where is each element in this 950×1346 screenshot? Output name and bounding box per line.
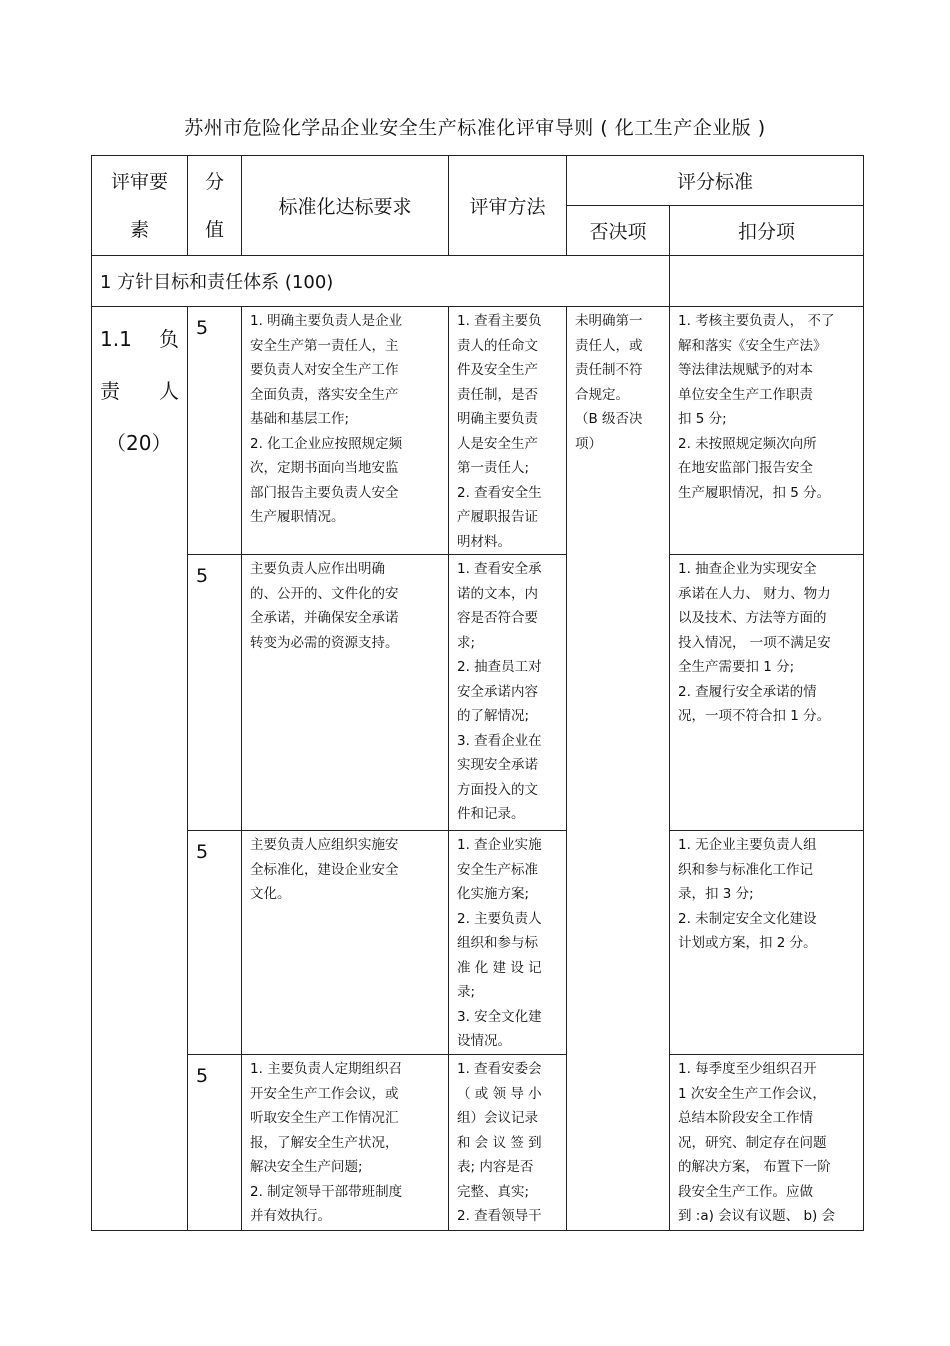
row-deduct: 1. 考核主要负责人， 不了 解和落实《安全生产法》 等法律法规赋予的对本 单位安全生产工作职责 扣 5 分; 2. 未按照规定频次向所 在地安监部门报告安全 生产履职情况，扣 5 分。 xyxy=(670,307,864,555)
row-method: 1. 查企业实施 安全生产标准 化实施方案; 2. 主要负责人 组织和参与标 准 化 建 设 记 录; 3. 安全文化建 设情况。 xyxy=(449,831,567,1055)
row-method: 1. 查看安全承 诺的文本，内 容是否符合要 求; 2. 抽查员工对 安全承诺内容 的了解情况; 3. 查看企业在 实现安全承诺 方面投入的文 件和记录。 xyxy=(449,555,567,831)
header-method: 评审方法 xyxy=(449,156,567,256)
row-deduct: 1. 抽查企业为实现安全 承诺在人力、 财力、物力 以及技术、方法等方面的 投入情况， 一项不满足安 全生产需要扣 1 分; 2. 查履行安全承诺的情 况，一项不符合扣 1 分。 xyxy=(670,555,864,831)
row-deduct: 1. 无企业主要负责人组 织和参与标准化工作记 录，扣 3 分; 2. 未制定安全文化建设 计划或方案，扣 2 分。 xyxy=(670,831,864,1055)
header-criteria: 评分标准 xyxy=(567,156,864,206)
section-title: 1 方针目标和责任体系 (100) xyxy=(92,256,670,307)
element-char-3: 人 xyxy=(159,379,179,403)
header-score xyxy=(188,156,242,256)
header-requirement: 标准化达标要求 xyxy=(242,156,449,256)
element-score: （20） xyxy=(106,431,172,455)
header-score-line1: 分 xyxy=(204,170,224,193)
header-veto: 否决项 xyxy=(567,206,670,256)
header-element-line1: 评审要 xyxy=(110,170,168,193)
row-method: 1. 查看安委会 （ 或 领 导 小 组）会议记录 和 会 议 签 到 表; 内容是否 完整、真实; 2. 查看领导干 xyxy=(449,1055,567,1231)
row-requirement: 1. 主要负责人定期组织召 开安全生产工作会议，或 听取安全生产工作情况汇 报，了解安全生产状况， 解决安全生产问题; 2. 制定领导干部带班制度 并有效执行。 xyxy=(242,1055,449,1231)
page-title: 苏州市危险化学品企业安全生产标准化评审导则 ( 化工生产企业版 ) xyxy=(184,117,766,139)
row-deduct: 1. 每季度至少组织召开 1 次安全生产工作会议， 总结本阶段安全工作情 况，研究、制定存在问题 的解决方案， 布置下一阶 段安全生产工作。应做 到 :a) 会议有议题、 b) 会 xyxy=(670,1055,864,1231)
element-char-1: 负 xyxy=(159,327,179,351)
section-blank-cell xyxy=(670,256,864,307)
element-char-2: 责 xyxy=(100,379,120,403)
row-requirement: 1. 明确主要负责人是企业 安全生产第一责任人，主 要负责人对安全生产工作 全面负责，落实安全生产 基础和基层工作; 2. 化工企业应按照规定频 次，定期书面向当地安监 部门报告主要负责人安全 生产履职情况。 xyxy=(242,307,449,555)
header-deduct: 扣分项 xyxy=(670,206,864,256)
header-element-line2: 素 xyxy=(129,218,149,241)
row-method: 1. 查看主要负 责人的任命文 件及安全生产 责任制，是否 明确主要负责 人是安全生产 第一责任人; 2. 查看安全生 产履职报告证 明材料。 xyxy=(449,307,567,555)
element-number: 1.1 xyxy=(100,327,132,351)
element-cell xyxy=(92,307,188,1231)
row-requirement: 主要负责人应作出明确 的、公开的、文件化的安 全承诺，并确保安全承诺 转变为必需的资源支持。 xyxy=(242,555,449,831)
row-requirement: 主要负责人应组织实施安 全标准化，建设企业安全 文化。 xyxy=(242,831,449,1055)
header-score-line2: 值 xyxy=(204,218,224,241)
evaluation-table xyxy=(91,155,864,1231)
header-element xyxy=(92,156,188,256)
row-score: 5 xyxy=(188,1055,242,1231)
veto-cell: 未明确第一 责任人，或 责任制不符 合规定。 （B 级否决 项） xyxy=(567,307,670,1231)
row-score: 5 xyxy=(188,831,242,1055)
row-score: 5 xyxy=(188,307,242,555)
row-score: 5 xyxy=(188,555,242,831)
